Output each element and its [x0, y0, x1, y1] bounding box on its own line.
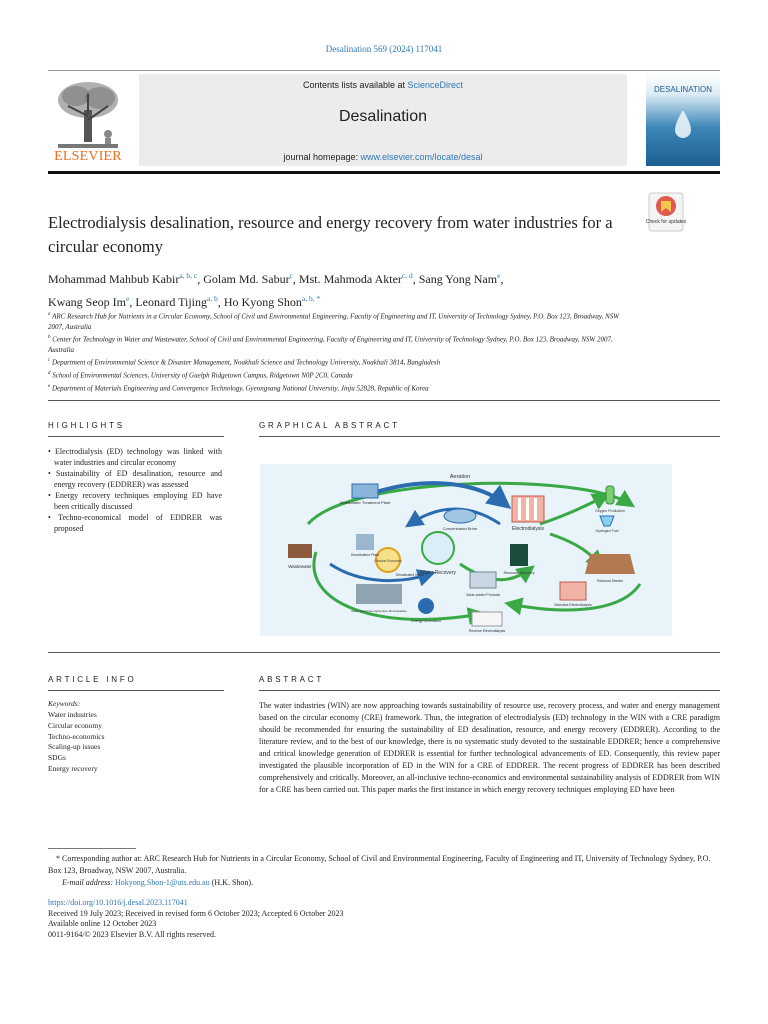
- affiliation-key: b: [48, 335, 51, 341]
- cover-title: DESALINATION: [653, 85, 713, 94]
- label-wwtp: Wastewater Treatment Plant: [339, 500, 391, 505]
- author[interactable]: [135, 295, 224, 309]
- graphical-abstract-figure[interactable]: [260, 464, 672, 636]
- section-divider: [48, 400, 720, 401]
- corresponding-author-text: * Corresponding author at: ARC Research Hub for Nutrients in a Circular Economy, School of Civil and Environmental Engineering, Faculty of Engineering and IT, University of Technology Sydney, P.O. Box 123, Broadway, NSW 2007, Australia.: [48, 854, 711, 875]
- recovery-bin-icon: [510, 544, 528, 566]
- author-affiliation-marks[interactable]: e: [126, 294, 130, 303]
- keywords-label: Keywords:: [48, 699, 81, 708]
- energy-generation-icon: [418, 598, 434, 614]
- author[interactable]: [48, 295, 135, 309]
- footnote-divider: [48, 848, 136, 849]
- header-top-divider: [48, 70, 720, 71]
- author-separator: ,: [217, 295, 224, 309]
- author-separator: ,: [412, 272, 419, 286]
- keyword-item: Scaling-up issues: [48, 742, 101, 752]
- author-affiliation-marks[interactable]: e: [497, 271, 501, 280]
- author-list: [48, 266, 688, 312]
- highlight-text: Electrodialysis (ED) technology was linked with water industries and circular economy: [54, 447, 222, 467]
- author-name[interactable]: Leonard Tijing: [135, 295, 208, 309]
- author-name[interactable]: Ho Kyong Shon: [223, 295, 302, 309]
- highlight-item: • Electrodialysis (ED) technology was linked with water industries and circular economy: [48, 447, 222, 467]
- highlights-list: [48, 446, 222, 534]
- label-oxygen: Oxygen Production: [595, 509, 625, 513]
- author-separator: ,: [292, 272, 299, 286]
- author[interactable]: [203, 272, 299, 286]
- email-suffix: (H.K. Shon).: [209, 878, 254, 887]
- journal-name: Desalination: [338, 108, 428, 125]
- doi-link[interactable]: https://doi.org/10.1016/j.desal.2023.117041: [48, 898, 188, 907]
- author-affiliation-marks[interactable]: c, d: [401, 271, 413, 280]
- affiliation: [48, 333, 628, 355]
- author-affiliation-marks[interactable]: a, b, *: [301, 294, 321, 303]
- author-name[interactable]: Golam Md. Sabur: [203, 272, 290, 286]
- keyword-item: Circular economy: [48, 720, 102, 730]
- affiliation-text: Department of Materials Engineering and Convergence Technology, Gyeongsang National University, Jinju 52828, Republic of Korea: [51, 384, 429, 393]
- author[interactable]: [419, 272, 504, 286]
- check-for-updates-label: Check for updates: [645, 219, 687, 225]
- industries-icon: [356, 584, 402, 604]
- affiliation-text: School of Environmental Sciences, University of Guelph Ridgetown Campus, Ridgetown N0P 2C0, Canada: [52, 371, 353, 380]
- highlight-text: Techno-economical model of EDDRER was proposed: [54, 513, 222, 533]
- wastewater-pipe-icon: [288, 544, 312, 558]
- received-dates: Received 19 July 2023; Received in revised form 6 October 2023; Accepted 6 October 2023: [48, 908, 344, 918]
- label-water-recovery: Water Recovery: [420, 570, 456, 576]
- copyright-line: 0011-9164/© 2023 Elsevier B.V. All rights reserved.: [48, 929, 217, 939]
- author-name[interactable]: Mohammad Mahbub Kabir: [48, 272, 180, 286]
- online-date: Available online 12 October 2023: [48, 919, 157, 928]
- check-for-updates-badge[interactable]: [645, 192, 687, 232]
- publication-info: [48, 898, 343, 940]
- residual-stream-icon: [585, 554, 635, 574]
- reverse-electrodialysis-icon: [472, 612, 502, 626]
- header-divider: [48, 171, 720, 174]
- affiliation-key: c: [48, 358, 51, 364]
- water-recovery-cycle-icon: [422, 532, 454, 564]
- journal-reference-link[interactable]: Desalination 569 (2024) 117041: [325, 44, 443, 54]
- label-desalinated-water: Desalinated Water: [395, 573, 425, 577]
- label-value-added: Value-added Products: [465, 593, 501, 597]
- selective-electrodialysis-icon: [560, 582, 586, 600]
- label-energy-generation: Energy Generation: [411, 619, 441, 623]
- affiliation: [48, 310, 628, 332]
- abstract-heading: ABSTRACT: [259, 675, 325, 684]
- affiliation: [48, 356, 628, 368]
- keyword-item: Techno-economics: [48, 731, 105, 741]
- keywords-list: [48, 710, 105, 775]
- author-name[interactable]: Sang Yong Nam: [418, 272, 498, 286]
- article-title: Electrodialysis desalination, resource and energy recovery from water industries for a circular economy: [48, 213, 613, 256]
- article-info-heading: ARTICLE INFO: [48, 675, 137, 684]
- author-separator: ,: [197, 272, 204, 286]
- author-affiliation-marks[interactable]: a, b: [207, 294, 218, 303]
- label-electrodialysis: Electrodialysis: [512, 526, 544, 532]
- keyword-item: Water industries: [48, 710, 97, 719]
- sciencedirect-link[interactable]: ScienceDirect: [407, 80, 464, 90]
- affiliation-list: [48, 310, 628, 395]
- article-info-divider: [48, 690, 224, 691]
- affiliation-key: d: [48, 371, 51, 377]
- label-hydrogen: Hydrogen Fuel: [595, 529, 619, 533]
- abstract-divider: [259, 690, 720, 691]
- affiliation-text: ARC Research Hub for Nutrients in a Circular Economy, School of Civil and Environmental Engineering, Faculty of Engineering and IT, University of Technology Sydney, P.O. Box 123, Broadway, NSW 2007, Australia: [48, 312, 620, 331]
- homepage-link[interactable]: www.elsevier.com/locate/desal: [360, 152, 483, 162]
- email-link[interactable]: Hokyong.Shon-1@uts.edu.au: [115, 878, 210, 887]
- highlights-divider: [48, 436, 224, 437]
- highlight-text: Sustainability of ED desalination, resource and energy recovery (EDDRER) was assessed: [54, 469, 222, 489]
- section-divider: [48, 652, 720, 653]
- wastewater-treatment-plant-icon: [352, 484, 378, 498]
- email-line: [48, 877, 720, 889]
- graphical-abstract-heading: GRAPHICAL ABSTRACT: [259, 421, 400, 430]
- author-name[interactable]: Kwang Seop Im: [48, 295, 126, 309]
- author-separator: ,: [129, 295, 136, 309]
- author[interactable]: [299, 272, 419, 286]
- contents-availability: [139, 80, 627, 90]
- highlight-item: • Techno-economical model of EDDRER was proposed: [48, 513, 222, 533]
- label-residual-stream: Residual Stream: [597, 579, 623, 583]
- homepage-prefix: journal homepage:: [283, 152, 361, 162]
- author-name[interactable]: Mst. Mahmoda Akter: [298, 272, 402, 286]
- label-circular-economy: Circular Economy: [374, 559, 402, 563]
- affiliation-text: Department of Environmental Science & Disaster Management, Noakhali Science and Technology University, Noakhali 3814, Bangladesh: [51, 358, 441, 367]
- graphical-abstract-divider: [259, 436, 720, 437]
- highlight-item: • Energy recovery techniques employing ED have been critically discussed: [48, 491, 222, 511]
- email-label: E-mail address:: [62, 878, 116, 887]
- contents-prefix: Contents lists available at: [302, 80, 408, 90]
- keyword-item: Energy recovery: [48, 763, 98, 773]
- label-industries: Water Industries Agriculture Municipalities: [351, 609, 407, 613]
- affiliation: [48, 369, 628, 381]
- journal-homepage: [139, 152, 627, 162]
- author-affiliation-marks[interactable]: a, b, c: [179, 271, 198, 280]
- label-selective-ed: Selective Electrodialysis: [554, 603, 592, 607]
- author-affiliation-marks[interactable]: c: [289, 271, 293, 280]
- corresponding-author-footnote: [48, 853, 720, 889]
- affiliation: [48, 382, 628, 394]
- highlights-heading: HIGHLIGHTS: [48, 421, 125, 430]
- affiliation-key: e: [48, 383, 51, 389]
- elsevier-wordmark: ELSEVIER: [54, 149, 122, 164]
- value-added-products-icon: [470, 572, 496, 588]
- label-wastewater: Wastewater: [288, 564, 312, 569]
- highlight-item: • Sustainability of ED desalination, resource and energy recovery (EDDRER) was assessed: [48, 469, 222, 489]
- oxygen-cylinder-icon: [606, 486, 614, 504]
- label-desalination-plant: Desalination Plant: [350, 553, 380, 557]
- affiliation-key: a: [48, 312, 51, 317]
- desalination-plant-icon: [356, 534, 374, 550]
- label-brine: Concentrated Brine: [442, 526, 478, 531]
- author[interactable]: [48, 272, 203, 286]
- abstract-text: The water industries (WIN) are now approaching towards sustainability of resource use, recovery process, and water and energy management based on the circular economy (CRE) framework. Thus, the integration of electrodialysis (ED) technology in the WIN with a CRE paradigm should be recommended for ensuring the sustainability of ED desalination, resource, and energy recovery (EDDRER). According to the literature review, and to the best of our knowledge, there is no systematic study devoted to the sustainable EDDRER; hence a comprehensive and critical knowledge generation of EDDRER is essential for further technological advancements of ED. Consequently, this review paper investigated the plausible incorporation of ED in the WIN for a CRE of EDDRER. The recent progress of EDDRER has been described comprehensively and critically. Moreover, an all-inclusive techno-economics and environmental sustainability analysis of EDDRER from WIN for a CRE has been carried out. This paper marks the first instance in which energy recovery techniques employing ED have been: [259, 701, 720, 794]
- label-resource-recovery: Resource Recovery: [503, 571, 535, 575]
- label-reverse-ed: Reverse Electrodialysis: [468, 629, 506, 633]
- highlight-text: Energy recovery techniques employing ED have been critically discussed: [54, 491, 222, 511]
- brine-pond-icon: [444, 509, 476, 523]
- keyword-item: SDGs: [48, 753, 66, 763]
- author-separator: ,: [500, 272, 504, 286]
- author[interactable]: [224, 295, 320, 309]
- label-aeration: Aeration: [449, 474, 471, 480]
- affiliation-text: Center for Technology in Water and Wastewater, School of Civil and Environmental Engineering, Faculty of Engineering and IT, University of Technology Sydney, P.O. Box 123, Broadway, NSW 2007, Australia: [48, 335, 613, 354]
